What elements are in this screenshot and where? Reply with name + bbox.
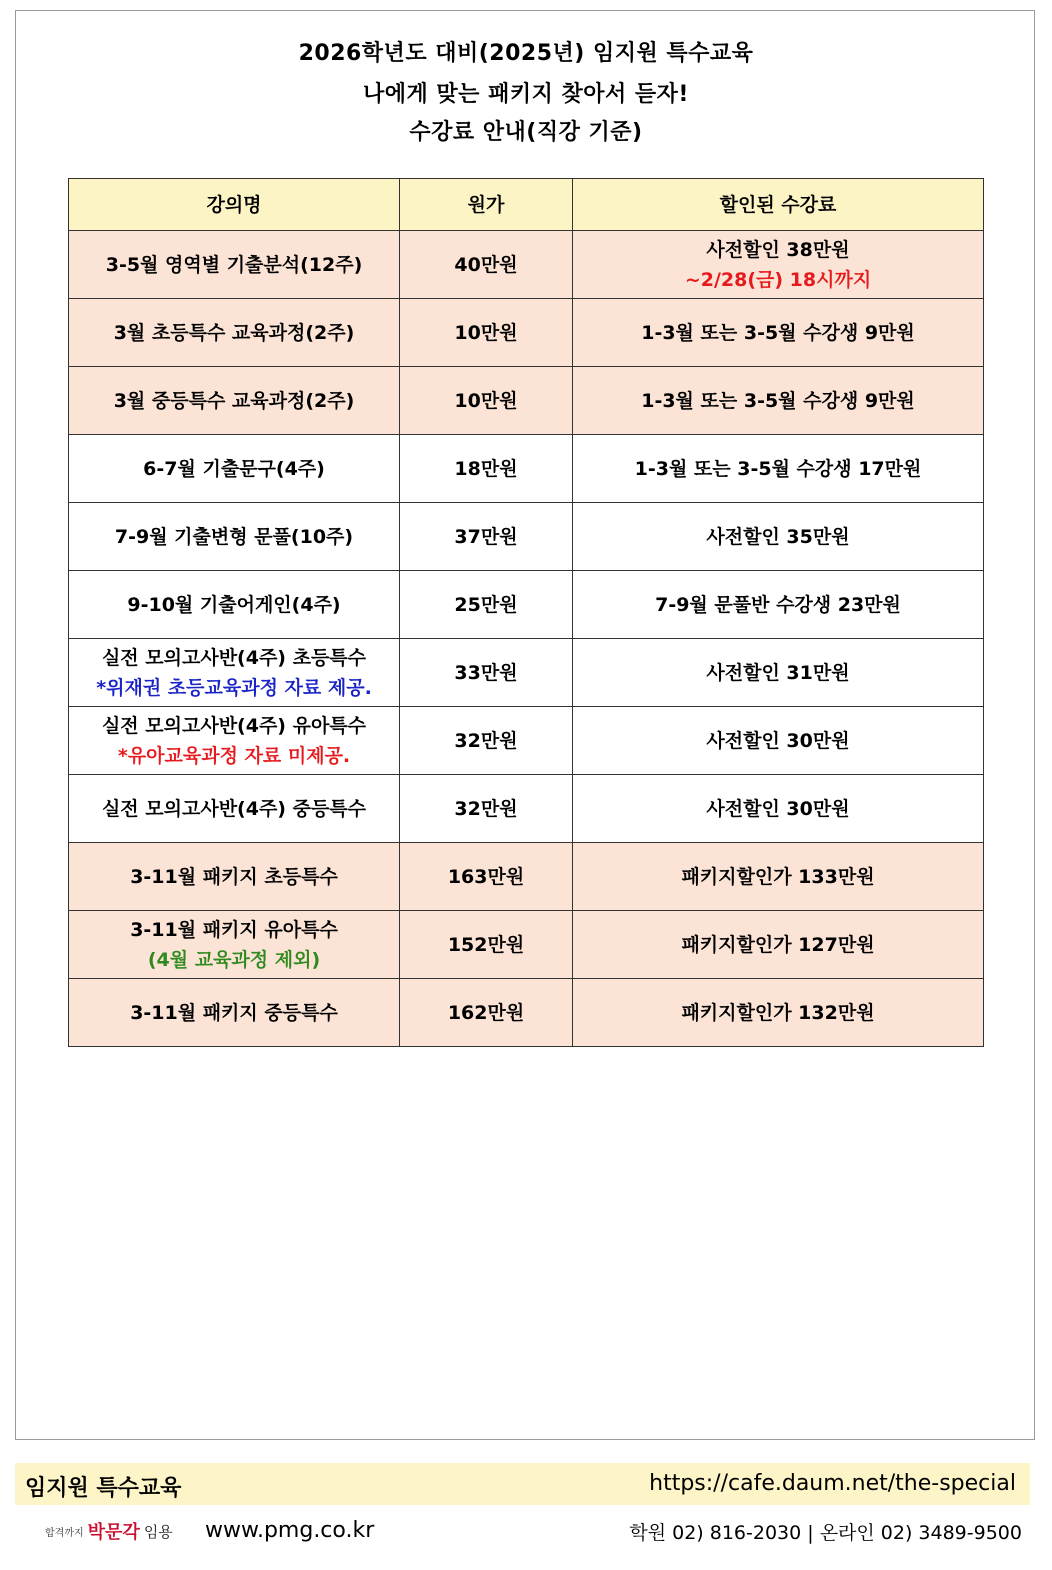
original-price: 33만원 [400, 639, 573, 707]
table-row [69, 911, 984, 979]
discount-price: 패키지할인가 132만원 [681, 1001, 875, 1024]
original-price: 32만원 [400, 707, 573, 775]
table-row [69, 503, 984, 571]
discount-price: 1-3월 또는 3-5월 수강생 9만원 [641, 389, 915, 412]
discount-price: 1-3월 또는 3-5월 수강생 17만원 [634, 457, 922, 480]
footer-brand: 임지원 특수교육 [25, 1476, 182, 1501]
table-row [69, 367, 984, 435]
page-subtitle: 나에게 맞는 패키지 찾아서 듣자! [363, 82, 689, 107]
column-header-discount: 할인된 수강료 [573, 179, 984, 231]
table-row [69, 299, 984, 367]
discount-cell [573, 571, 984, 639]
discount-price: 패키지할인가 133만원 [681, 865, 875, 888]
course-name: 실전 모의고사반(4주) 유아특수 [101, 714, 367, 737]
fee-table [68, 178, 984, 1047]
course-name-cell [69, 503, 400, 571]
discount-cell [573, 843, 984, 911]
discount-price: 패키지할인가 127만원 [681, 933, 875, 956]
table-row [69, 707, 984, 775]
discount-cell [573, 775, 984, 843]
contact-info: 학원 02) 816-2030 | 온라인 02) 3489-9500 [629, 1522, 1022, 1544]
logo-sub-text: 임용 [143, 1522, 173, 1541]
original-price: 10만원 [400, 299, 573, 367]
course-name-cell [69, 571, 400, 639]
column-header-name: 강의명 [69, 179, 400, 231]
discount-cell [573, 299, 984, 367]
course-name: 6-7월 기출문구(4주) [143, 457, 325, 480]
original-price: 18만원 [400, 435, 573, 503]
table-row [69, 775, 984, 843]
table-row [69, 435, 984, 503]
course-note: *위재권 초등교육과정 자료 제공. [96, 676, 372, 699]
course-name-cell [69, 367, 400, 435]
original-price: 40만원 [400, 231, 573, 299]
original-price: 37만원 [400, 503, 573, 571]
course-name-cell [69, 231, 400, 299]
table-row [69, 843, 984, 911]
course-name: 3-11월 패키지 초등특수 [130, 865, 338, 888]
course-name: 실전 모의고사반(4주) 초등특수 [101, 646, 367, 669]
discount-cell [573, 911, 984, 979]
course-name-cell [69, 707, 400, 775]
course-name: 실전 모의고사반(4주) 중등특수 [101, 797, 367, 820]
table-header-row [69, 179, 984, 231]
course-note: *유아교육과정 자료 미제공. [117, 744, 351, 767]
discount-price: 사전할인 38만원 [706, 238, 850, 261]
discount-cell [573, 707, 984, 775]
original-price: 162만원 [400, 979, 573, 1047]
logo-small-text: 합격까지 [45, 1527, 84, 1539]
original-price: 32만원 [400, 775, 573, 843]
course-name-cell [69, 639, 400, 707]
original-price: 25만원 [400, 571, 573, 639]
original-price: 152만원 [400, 911, 573, 979]
course-name: 3-11월 패키지 유아특수 [130, 918, 338, 941]
course-name: 3월 중등특수 교육과정(2주) [113, 389, 355, 412]
original-price: 10만원 [400, 367, 573, 435]
column-header-price: 원가 [400, 179, 573, 231]
course-name-cell [69, 299, 400, 367]
course-name: 3-11월 패키지 중등특수 [130, 1001, 338, 1024]
original-price: 163만원 [400, 843, 573, 911]
discount-price: 1-3월 또는 3-5월 수강생 9만원 [641, 321, 915, 344]
course-name: 7-9월 기출변형 문풀(10주) [114, 525, 354, 548]
table-row [69, 571, 984, 639]
course-name-cell [69, 775, 400, 843]
page-title: 2026학년도 대비(2025년) 임지원 특수교육 [298, 41, 754, 66]
discount-price: 7-9월 문풀반 수강생 23만원 [655, 593, 901, 616]
discount-cell [573, 231, 984, 299]
pmg-logo [45, 1516, 190, 1546]
discount-deadline: ~2/28(금) 18시까지 [684, 268, 872, 291]
discount-price: 사전할인 30만원 [706, 797, 850, 820]
course-note: (4월 교육과정 제외) [147, 948, 321, 971]
table-row [69, 231, 984, 299]
course-name-cell [69, 843, 400, 911]
course-name: 3-5월 영역별 기출분석(12주) [105, 253, 363, 276]
course-name: 3월 초등특수 교육과정(2주) [113, 321, 355, 344]
discount-cell [573, 639, 984, 707]
discount-cell [573, 979, 984, 1047]
discount-cell [573, 367, 984, 435]
discount-price: 사전할인 35만원 [706, 525, 850, 548]
logo-brand-text: 박문각 [87, 1522, 140, 1543]
cafe-link[interactable]: https://cafe.daum.net/the-special [649, 1471, 1016, 1496]
course-name-cell [69, 979, 400, 1047]
discount-price: 사전할인 30만원 [706, 729, 850, 752]
course-name-cell [69, 911, 400, 979]
course-name-cell [69, 435, 400, 503]
page-caption: 수강료 안내(직강 기준) [409, 120, 643, 145]
table-row [69, 979, 984, 1047]
discount-price: 사전할인 31만원 [706, 661, 850, 684]
discount-cell [573, 503, 984, 571]
discount-cell [573, 435, 984, 503]
course-name: 9-10월 기출어게인(4주) [127, 593, 341, 616]
table-row [69, 639, 984, 707]
site-link[interactable]: www.pmg.co.kr [205, 1518, 375, 1543]
